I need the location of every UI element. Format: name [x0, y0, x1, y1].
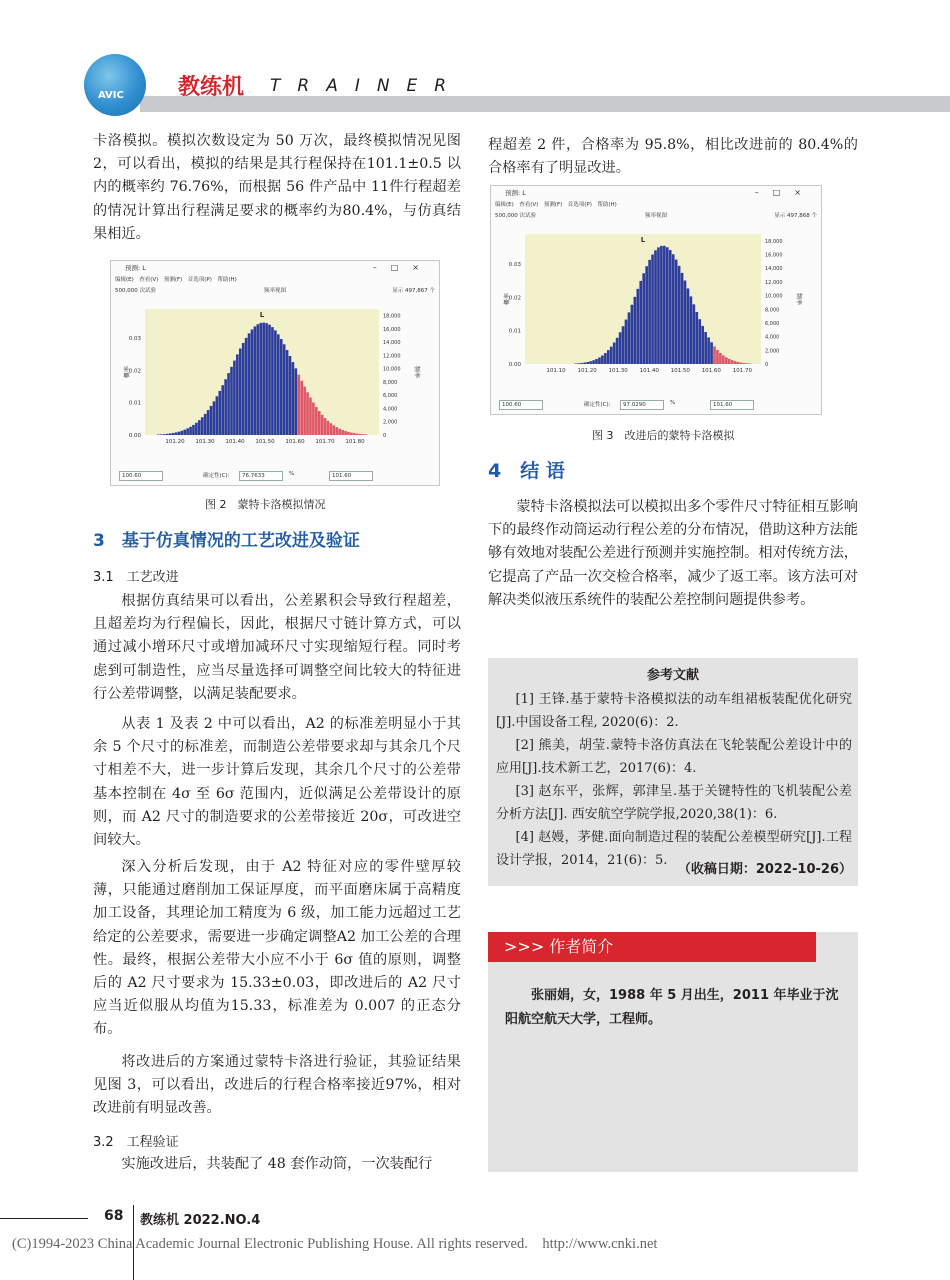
y-tick-label: 0.00	[508, 362, 521, 368]
x-tick-label: 101.70	[732, 368, 752, 374]
histogram-bar	[580, 363, 583, 364]
author-box	[488, 932, 858, 1172]
histogram-bar	[684, 281, 687, 364]
footer-rule	[0, 1218, 88, 1219]
histogram-bar	[259, 323, 262, 435]
histogram-bar	[315, 407, 318, 435]
histogram-bar	[678, 266, 681, 364]
histogram-bar	[616, 338, 619, 364]
histogram-bar	[663, 246, 666, 364]
histogram-bar	[295, 368, 298, 435]
histogram-bar	[622, 326, 625, 364]
fig3-caption: 图 3 改进后的蒙特卡洛模拟	[592, 429, 735, 442]
y2-tick-label: 2,000	[383, 419, 398, 426]
histogram-bar	[710, 342, 713, 364]
left-paragraph-5: 将改进后的方案通过蒙特卡洛进行验证，其验证结果见图 3，可以看出，改进后的行程合格率接近97%，相对改进前有明显改善。	[93, 1054, 461, 1117]
histogram-bar	[324, 418, 327, 435]
y-tick-label: 0.03	[508, 262, 521, 268]
histogram-bar	[178, 432, 181, 435]
histogram-bar	[271, 327, 274, 435]
header-band	[140, 96, 950, 112]
window-controls: –□×	[754, 188, 815, 197]
x-tick-label: 101.80	[345, 439, 365, 445]
left-paragraph-4: 深入分析后发现，由于 A2 特征对应的零件壁厚较薄，只能通过磨削加工保证厚度，而平面磨床属于高精度加工设备，其理论加工精度为 6 级，加工能力远超过工艺给定的公差要求，需要进一步确定调整A2 加工公差的合理性。最终，根据公差带大小应不小于 6σ 值的原则，调整后的 A2 尺寸要求为 15.33±0.03，即改进后的 A2 尺寸应当近似服从均值为15.33，标准差为 0.007 的正态分布。	[93, 859, 461, 1038]
histogram-bar	[740, 363, 743, 364]
author-tag: >>> 作者简介	[488, 932, 816, 962]
histogram-bar	[654, 250, 657, 364]
histogram-bar	[245, 338, 248, 435]
x-tick-label: 101.50	[670, 368, 690, 374]
histogram-bar	[254, 326, 257, 435]
histogram-bar	[195, 423, 198, 435]
certainty-label: 确定性(C):	[203, 473, 230, 479]
histogram-bar	[698, 319, 701, 364]
certainty-value-box: 97.0290	[620, 400, 664, 410]
certainty-label: 确定性(C):	[584, 402, 611, 408]
reference-item: [2] 熊美，胡莹.蒙特卡洛仿真法在飞轮装配公差设计中的应用[J].技术新工艺，2017(6)：4.	[496, 738, 852, 776]
histogram-bar	[681, 273, 684, 364]
histogram-bar	[230, 367, 233, 435]
histogram-bar	[701, 326, 704, 364]
window-menu-bar: 编辑(E) 查看(V) 预测(F) 首选项(P) 帮助(H)	[495, 202, 617, 208]
histogram-bar	[619, 332, 622, 364]
histogram-bar	[262, 323, 265, 435]
lower-bound-box: 100.60	[499, 400, 543, 410]
x-tick-label: 101.10	[546, 368, 566, 374]
histogram-bar	[669, 250, 672, 364]
y-tick-label: 0.00	[128, 433, 141, 439]
histogram-bar	[207, 410, 210, 435]
histogram-bar	[356, 434, 359, 435]
right-paragraph-2: 蒙特卡洛模拟法可以模拟出多个零件尺寸特征相互影响下的最终作动筒运动行程公差的分布情况，借助这种方法能够有效地对装配公差进行预测并实施控制。相对传统方法，它提高了产品一次交检合格率，减少了返工率。该方法可对解决类似液压系统件的装配公差控制问题提供参考。	[488, 499, 858, 608]
histogram-bar	[306, 392, 309, 435]
x-tick-label: 101.30	[608, 368, 628, 374]
left-paragraph-1: 卡洛模拟。模拟次数设定为 50 万次，最终模拟情况见图 2，可以看出，模拟的结果是其行程保持在101.1±0.5 以内的概率约 76.76%，而根据 56 件产品中 11件行程超差的情况计算出行程满足要求的概率约为80.4%，与仿真结果相近。	[93, 133, 461, 242]
chart-title: 频率视图	[644, 213, 667, 219]
histogram-bar	[631, 305, 634, 364]
certainty-bar	[111, 467, 439, 485]
section-3-title: 3 基于仿真情况的工艺改进及验证	[93, 531, 360, 551]
y2-tick-label: 18,000	[383, 313, 401, 320]
histogram-bar	[341, 430, 344, 435]
x-tick-label: 101.30	[195, 439, 215, 445]
journal-issue: 教练机 2022.NO.4	[140, 1213, 261, 1228]
y2-tick-label: 6,000	[765, 320, 780, 327]
histogram-bar	[657, 247, 660, 364]
series-label: L	[259, 311, 265, 319]
histogram-bar	[166, 434, 169, 435]
trials-label: 500,000 次试验	[115, 288, 156, 294]
references-box	[488, 658, 858, 886]
histogram-bar	[242, 343, 245, 435]
histogram-bar	[610, 347, 613, 364]
y-tick-label: 0.03	[128, 336, 141, 343]
certainty-bar	[491, 396, 821, 414]
histogram-bar	[327, 421, 330, 435]
y2-tick-label: 12,000	[383, 353, 401, 360]
chart-title: 频率视图	[263, 288, 286, 294]
histogram-bar	[338, 429, 341, 435]
y-axis-label: 概率	[504, 292, 511, 306]
histogram-bar	[335, 427, 338, 435]
histogram-bar	[333, 425, 336, 435]
certainty-value-box: 76.7633	[239, 471, 283, 481]
copyright-line: (C)1994-2023 China Academic Journal Electronic Publishing House. All rights reserved. http://www.cnki.net	[12, 1236, 658, 1252]
histogram-bar	[575, 363, 578, 364]
histogram-bar	[251, 329, 254, 435]
reference-item: [4] 赵嫚，茅健.面向制造过程的装配公差模型研究[J].工程设计学报，2014，21(6)：5.	[496, 830, 852, 868]
series-label: L	[640, 236, 646, 244]
histogram-bar	[577, 363, 580, 364]
histogram-bar	[227, 373, 230, 435]
trials-label: 500,000 次试验	[495, 213, 536, 219]
y2-tick-label: 12,000	[765, 279, 783, 286]
histogram-bar	[707, 337, 710, 364]
y2-tick-label: 8,000	[383, 379, 398, 386]
histogram-bar	[592, 360, 595, 364]
histogram-bar	[280, 339, 283, 435]
histogram-bar	[318, 411, 321, 435]
histogram-bar	[639, 281, 642, 364]
histogram-bar	[236, 354, 239, 435]
display-label: 显示 497,868 个	[774, 213, 817, 219]
left-paragraph-3: 从表 1 及表 2 中可以看出，A2 的标准差明显小于其余 5 个尺寸的标准差，而制造公差带要求却与其余几个尺寸相差不大，进一步计算后发现，其余几个尺寸的公差带基本控制在 4σ 至 6σ 范围内，近似满足公差带设计的原则，而 A2 尺寸的制造要求的公差带接近 20σ，可改进空间较大。	[93, 716, 461, 849]
histogram-bar	[286, 350, 289, 435]
histogram-bar	[233, 361, 236, 435]
histogram-bar	[645, 266, 648, 364]
y2-tick-label: 10,000	[383, 366, 401, 373]
section-4-title: 4 结 语	[488, 460, 565, 482]
x-tick-label: 101.70	[315, 439, 335, 445]
left-paragraph-2: 根据仿真结果可以看出，公差累积会导致行程超差，且超差均为行程偏长，因此，根据尺寸链计算方式，可以通过减小增环尺寸或增加减环尺寸实现缩短行程。同时考虑到可制造性，应当尽量选择可调整空间比较大的特征进行公差带调整，以满足装配要求。	[93, 593, 461, 702]
histogram-bar	[248, 333, 251, 435]
histogram-bar	[636, 289, 639, 364]
histogram-bar	[722, 355, 725, 364]
histogram-bar	[743, 363, 746, 364]
histogram-bar	[749, 363, 752, 364]
y2-tick-label: 14,000	[383, 340, 401, 347]
histogram-bar	[277, 334, 280, 435]
x-tick-label: 101.50	[255, 439, 275, 445]
percent-label: %	[289, 471, 295, 477]
references-title: 参考文献	[646, 668, 699, 683]
percent-label: %	[670, 400, 676, 406]
chart-svg	[111, 261, 439, 485]
histogram-bar	[613, 343, 616, 364]
y2-axis-label: 频率	[413, 365, 420, 379]
avic-logo	[84, 54, 146, 116]
display-label: 显示 497,867 个	[392, 288, 435, 294]
histogram-bar	[321, 415, 324, 435]
y2-axis-label: 频率	[795, 292, 802, 306]
histogram-bar	[642, 273, 645, 364]
histogram-bar	[169, 433, 172, 435]
fig2-window	[110, 260, 440, 486]
x-tick-label: 101.60	[285, 439, 305, 445]
chart-svg	[491, 186, 821, 414]
histogram-bar	[201, 417, 204, 435]
x-tick-label: 101.40	[225, 439, 245, 445]
y-tick-label: 0.01	[128, 400, 141, 407]
y2-tick-label: 0	[383, 433, 387, 439]
histogram-bar	[283, 344, 286, 435]
window-menu-bar: 编辑(E) 查看(V) 预测(F) 首选项(P) 帮助(H)	[115, 277, 237, 283]
histogram-bar	[734, 361, 737, 364]
histogram-bar	[625, 320, 628, 364]
histogram-bar	[183, 430, 186, 435]
histogram-bar	[725, 357, 728, 364]
histogram-bar	[651, 255, 654, 364]
y2-tick-label: 16,000	[765, 252, 783, 259]
journal-brand: 教练机	[178, 75, 245, 100]
subsection-3-1: 3.1 工艺改进	[93, 570, 179, 585]
histogram-bar	[224, 379, 227, 435]
y2-tick-label: 4,000	[765, 334, 780, 341]
reference-item: [1] 王锋.基于蒙特卡洛模拟法的动车组裙板装配优化研究[J].中国设备工程, 2020(6)：2.	[496, 692, 852, 730]
histogram-bar	[239, 349, 242, 435]
histogram-bar	[292, 362, 295, 435]
histogram-bar	[704, 332, 707, 364]
histogram-bar	[268, 325, 271, 435]
y2-tick-label: 2,000	[765, 348, 780, 355]
histogram-bar	[728, 359, 731, 364]
histogram-bar	[210, 406, 213, 435]
fig2-caption: 图 2 蒙特卡洛模拟情况	[205, 498, 326, 511]
y2-tick-label: 10,000	[765, 293, 783, 300]
histogram-bar	[218, 391, 221, 435]
histogram-bar	[330, 423, 333, 435]
lower-bound-box: 100.60	[119, 471, 163, 481]
received-date: （收稿日期：2022-10-26）	[677, 862, 852, 877]
histogram-bar	[687, 288, 690, 364]
y-tick-label: 0.02	[128, 368, 141, 375]
y-tick-label: 0.02	[508, 295, 521, 302]
histogram-bar	[731, 360, 734, 364]
histogram-bar	[690, 296, 693, 364]
window-controls: –□×	[372, 263, 433, 272]
histogram-bar	[344, 431, 347, 435]
histogram-bar	[586, 362, 589, 364]
histogram-bar	[297, 375, 300, 435]
page-number: 68	[104, 1208, 124, 1224]
histogram-bar	[359, 434, 362, 435]
fig3-window	[490, 185, 822, 415]
histogram-bar	[607, 350, 610, 364]
histogram-bar	[583, 363, 586, 364]
histogram-bar	[693, 304, 696, 364]
y2-tick-label: 16,000	[383, 326, 401, 333]
y2-tick-label: 4,000	[383, 406, 398, 413]
histogram-bar	[719, 353, 722, 364]
histogram-bar	[350, 433, 353, 435]
subsection-3-2: 3.2 工程验证	[93, 1135, 179, 1150]
y2-tick-label: 18,000	[765, 238, 783, 245]
y2-tick-label: 0	[765, 362, 769, 368]
histogram-bar	[601, 355, 604, 364]
histogram-bar	[589, 361, 592, 364]
histogram-bar	[160, 434, 163, 435]
histogram-bar	[672, 254, 675, 364]
histogram-bar	[257, 324, 260, 435]
histogram-bar	[365, 434, 368, 435]
histogram-bar	[163, 434, 166, 435]
histogram-bar	[628, 312, 631, 364]
histogram-bar	[300, 381, 303, 435]
histogram-bar	[353, 433, 356, 435]
histogram-bar	[303, 387, 306, 435]
reference-item: [3] 赵东平，张辉，郭津呈.基于关键特性的飞机装配公差分析方法[J]. 西安航空学院学报,2020,38(1)：6.	[496, 784, 852, 822]
x-tick-label: 101.20	[165, 439, 185, 445]
histogram-bar	[175, 432, 178, 435]
histogram-bar	[746, 363, 749, 364]
histogram-bar	[192, 425, 195, 435]
window-title-bar: 预测: L –□×	[111, 261, 439, 275]
histogram-bar	[221, 385, 224, 435]
histogram-bar	[595, 359, 598, 364]
histogram-bar	[189, 427, 192, 435]
histogram-bar	[180, 431, 183, 435]
histogram-bar	[309, 398, 312, 435]
histogram-bar	[648, 260, 651, 364]
histogram-bar	[198, 420, 201, 435]
histogram-bar	[312, 402, 315, 435]
histogram-bar	[213, 401, 216, 435]
upper-bound-box: 101.60	[329, 471, 373, 481]
histogram-bar	[675, 260, 678, 364]
window-title-bar: 预测: L –□×	[491, 186, 821, 200]
y2-tick-label: 8,000	[765, 307, 780, 314]
histogram-bar	[634, 297, 637, 364]
right-paragraph-1: 程超差 2 件，合格率为 95.8%，相比改进前的 80.4%的合格率有了明显改进。	[488, 137, 858, 177]
histogram-bar	[289, 356, 292, 435]
logo-text: AVIC	[98, 90, 124, 101]
y2-tick-label: 14,000	[765, 266, 783, 273]
histogram-bar	[713, 346, 716, 364]
x-tick-label: 101.60	[701, 368, 721, 374]
histogram-bar	[204, 414, 207, 435]
histogram-bar	[660, 246, 663, 364]
histogram-bar	[716, 350, 719, 364]
x-tick-label: 101.40	[639, 368, 659, 374]
histogram-bar	[362, 434, 365, 435]
histogram-bar	[604, 353, 607, 364]
histogram-bar	[598, 357, 601, 364]
journal-brand-en: TRAINER	[270, 76, 464, 96]
histogram-bar	[186, 428, 189, 435]
y-tick-label: 0.01	[508, 328, 521, 335]
histogram-bar	[172, 433, 175, 435]
y2-tick-label: 6,000	[383, 393, 398, 400]
histogram-bar	[695, 312, 698, 364]
left-paragraph-6: 实施改进后，共装配了 48 套作动筒，一次装配行	[121, 1156, 433, 1172]
upper-bound-box: 101.60	[710, 400, 754, 410]
histogram-bar	[737, 362, 740, 364]
histogram-bar	[274, 330, 277, 435]
x-tick-label: 101.20	[577, 368, 597, 374]
histogram-bar	[347, 432, 350, 435]
histogram-bar	[216, 396, 219, 435]
histogram-bar	[265, 323, 268, 435]
y-axis-label: 概率	[124, 365, 131, 379]
histogram-bar	[666, 247, 669, 364]
author-text: 张丽娟，女，1988 年 5 月出生，2011 年毕业于沈阳航空航天大学，工程师。	[505, 988, 839, 1027]
